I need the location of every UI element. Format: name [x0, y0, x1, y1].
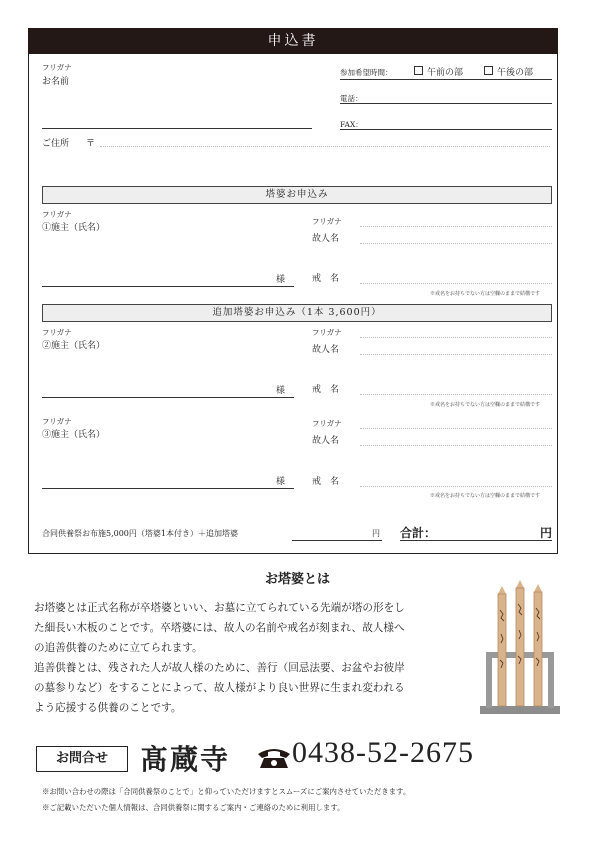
contact-note-privacy: ※ご記載いただいた個人情報は、合同供養祭に関するご案内・ご連絡のために利用します。: [42, 803, 345, 812]
donor2-label: ②施主（氏名）: [42, 341, 106, 351]
donor2-field[interactable]: [42, 397, 294, 398]
form-title: 申込書: [28, 28, 558, 54]
deceased-furigana-field[interactable]: [360, 337, 552, 338]
sama-label: 様: [276, 386, 286, 396]
about-line: の追善供養のために立てられます。: [34, 642, 203, 654]
morning-option-label: 午前の部: [427, 68, 464, 78]
tel-label: 電話：: [340, 94, 363, 103]
participation-underline: [340, 79, 552, 80]
total-field[interactable]: [400, 540, 552, 541]
name-label: お名前: [42, 77, 70, 87]
participation-label: 参加希望時間：: [340, 68, 393, 77]
donor3-label: ③施主（氏名）: [42, 430, 106, 440]
deceased2-name-field[interactable]: [360, 354, 552, 355]
kaimyo-note: ※戒名をお持ちでない方は空欄のままで結構です: [430, 493, 540, 499]
deceased-furigana-label: フリガナ: [312, 419, 342, 428]
contact-note-inquiry: ※お問い合わせの際は「合同供養祭のことで」と仰っていただけますとスムーズにご案内させていただきます。: [42, 787, 411, 796]
donor3-field[interactable]: [42, 488, 294, 489]
furigana-label: フリガナ: [42, 328, 72, 337]
afternoon-checkbox[interactable]: [484, 66, 493, 75]
phone-number[interactable]: 0438-52-2675: [292, 736, 474, 769]
afternoon-option-label: 午後の部: [497, 68, 534, 78]
about-line: た細長い木板のことです。卒塔婆には、故人の名前や戒名が刻まれ、故人様へ: [34, 622, 405, 634]
total-label: 合計：: [400, 526, 437, 540]
deceased-furigana-field[interactable]: [360, 226, 552, 227]
about-title: お塔婆とは: [264, 572, 330, 587]
furigana-label: フリガナ: [42, 210, 72, 219]
toba-board: [498, 586, 506, 706]
about-line: 追善供養とは、残された人が故人様のために、善行（回忌法要、お盆やお彼岸: [34, 662, 405, 674]
deceased-name-label: 故人名: [312, 234, 340, 244]
fax-label: FAX：: [340, 120, 363, 129]
toba-board: [534, 584, 542, 706]
deceased-furigana-label: フリガナ: [312, 217, 342, 226]
toba-board: [516, 580, 524, 706]
kaimyo-label: 戒 名: [312, 385, 340, 395]
furigana-label: フリガナ: [42, 63, 72, 72]
section-additional: 追加塔婆お申込み（1本 3,600円）: [42, 304, 552, 322]
section-toba: 塔婆お申込み: [42, 186, 552, 204]
about-line: の墓参りなど）をすることによって、故人様がより良い世界に生まれ変われる: [34, 682, 405, 694]
deceased-furigana-field[interactable]: [360, 428, 552, 429]
postal-mark: 〒: [86, 139, 96, 149]
deceased1-name-field[interactable]: [360, 243, 552, 244]
fax-field[interactable]: [340, 129, 552, 130]
kaimyo1-field[interactable]: [360, 283, 552, 284]
about-line: よう応援する供養のことです。: [34, 702, 182, 714]
kaimyo2-field[interactable]: [360, 394, 552, 395]
temple-name: 髙蔵寺: [140, 743, 231, 776]
kaimyo3-field[interactable]: [360, 486, 552, 487]
address-field[interactable]: [100, 146, 550, 147]
fee-text: 合同供養祭お布施5,000円（塔婆1本付き）＋追加塔婆: [42, 529, 238, 538]
toba-illustration: [474, 574, 566, 718]
yen-label: 円: [372, 529, 380, 538]
address-label: ご住所: [42, 139, 70, 149]
kaimyo-label: 戒 名: [312, 274, 340, 284]
stand-post: [548, 652, 554, 708]
sama-label: 様: [276, 477, 286, 487]
furigana-label: フリガナ: [42, 417, 72, 426]
sama-label: 様: [276, 275, 286, 285]
deceased3-name-field[interactable]: [360, 445, 552, 446]
kaimyo-note: ※戒名をお持ちでない方は空欄のままで結構です: [430, 402, 540, 408]
deceased-furigana-label: フリガナ: [312, 328, 342, 337]
contact-label: お問合せ: [36, 746, 128, 772]
kaimyo-note: ※戒名をお持ちでない方は空欄のままで結構です: [430, 291, 540, 297]
donor1-field[interactable]: [42, 286, 294, 287]
additional-fee-field[interactable]: [292, 540, 382, 541]
kaimyo-label: 戒 名: [312, 477, 340, 487]
stand-post: [486, 652, 492, 708]
about-body: [34, 598, 464, 718]
morning-checkbox[interactable]: [414, 66, 423, 75]
name-field[interactable]: [42, 128, 312, 129]
donor1-label: ①施主（氏名）: [42, 223, 106, 233]
telephone-icon: [256, 746, 292, 770]
deceased-name-label: 故人名: [312, 345, 340, 355]
tel-field[interactable]: [340, 103, 552, 104]
deceased-name-label: 故人名: [312, 436, 340, 446]
total-yen-label: 円: [540, 526, 553, 540]
about-line: お塔婆とは正式名称が卒塔婆といい、お墓に立てられている先端が塔の形をし: [34, 602, 405, 614]
